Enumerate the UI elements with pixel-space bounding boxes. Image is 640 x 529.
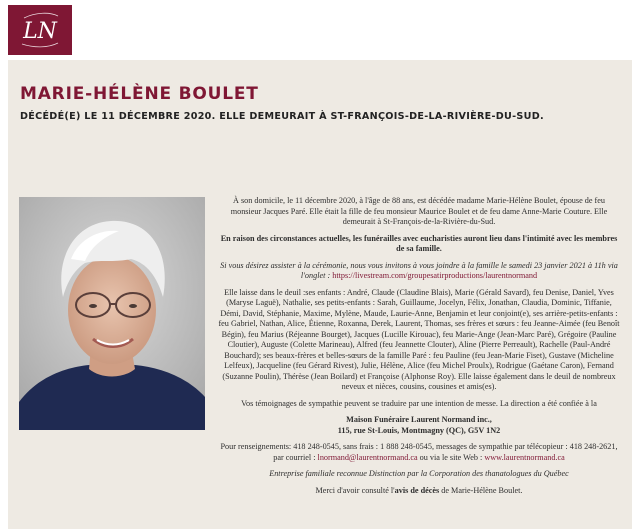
obituary-text (217, 196, 621, 502)
obituary-panel (8, 60, 632, 529)
ceremony-invite-text: Si vous désirez assister à la cérémonie, nous vous invitons à vous joindre à la famille le samedi 23 janvier 2021 à 11h via l'onglet : (220, 260, 618, 280)
livestream-link[interactable]: https://livestream.com/groupesatirproductions/laurentnormand (332, 271, 538, 280)
thanks-prefix: Merci d'avoir consulté l' (315, 485, 395, 495)
logo-initials: LN (23, 19, 57, 44)
website-link[interactable]: www.laurentnormand.ca (484, 452, 565, 462)
funeral-home-block (217, 415, 621, 436)
intro-paragraph: À son domicile, le 11 décembre 2020, à l'âge de 88 ans, est décédée madame Marie-Hélène Boulet, épouse de feu monsieur Jacques Paré. Elle était la fille de feu monsieur Maurice Boulet et de feu dame Anne-Marie Couture. Elle demeurait à St-François-de-la-Rivière-du-Sud. (230, 196, 608, 226)
funeral-home-address: 115, rue St-Louis, Montmagny (QC), G5V 1N2 (337, 425, 501, 435)
sympathy-paragraph: Vos témoignages de sympathie peuvent se traduire par une intention de messe. La direction a été confiée à la (241, 398, 597, 408)
death-summary: DÉCÉDÉ(E) LE 11 DÉCEMBRE 2020. ELLE DEMEURAIT À ST-FRANÇOIS-DE-LA-RIVIÈRE-DU-SUD. (20, 111, 544, 122)
ceremony-invite (217, 261, 621, 282)
top-bar (0, 0, 640, 60)
thanks-suffix: de Marie-Hélène Boulet. (439, 485, 523, 495)
thanks-bold: avis de décès (394, 485, 440, 495)
ln-monogram-icon (16, 10, 64, 50)
deceased-name: MARIE-HÉLÈNE BOULET (20, 84, 259, 104)
contact-paragraph (217, 442, 621, 463)
site-logo-link[interactable] (8, 5, 72, 55)
covid-notice: En raison des circonstances actuelles, les funérailles avec eucharisties auront lieu dans l'intimité avec les membres de sa famille. (220, 233, 618, 253)
funeral-home-name: Maison Funéraire Laurent Normand inc., (346, 415, 492, 424)
email-link[interactable]: lnormand@laurentnormand.ca (317, 452, 418, 462)
contact-mid-text: ou via le site Web : (417, 452, 485, 462)
portrait-illustration (19, 197, 205, 430)
certification-note: Entreprise familiale reconnue Distinction par la Corporation des thanatologues du Québec (269, 469, 569, 478)
contact-text: Pour renseignements: 418 248-0545, sans frais : 1 888 248-0545, messages de sympathie par télécopieur : 418 248-2621, par courriel : (220, 442, 618, 462)
thanks-paragraph (217, 486, 621, 497)
survivors-paragraph: Elle laisse dans le deuil :ses enfants : André, Claude (Claudine Blais), Marie (Gérald Savard), feu Denise, Daniel, Yves (Maryse Laguë), Nathalie, ses petits-enfants : Sarah, Guillaume, Jocelyn, Félix, Jonathan, Claudia, Dominic, Tiffanie, Démi, David, Stéphanie, Maxime, Mylène, Maude, Laurie-Anne, Benjamin et leur conjoint(e), ses arrière-petits-enfants : feu Gabriel, Nathan, Alice, Étienne, Roxanna, Derek, Laurent, Thomas, ses frères et sœurs : feu Jeanne-Aimée (feu Benoît Bégin), feu Marius (Réjeanne Bourget), Jacques (Lucille Kirouac), feu Marie-Ange (Jean-Marc Paré), Grégoire (Pauline Cloutier), Auguste (Colette Marineau), Alfred (feu Jeannette Clouter), Aline (Pierre Perreault), Rachelle (Paul-André Bouchard); ses beaux-frères et belles-sœurs de la famille Paré : feu Pauline (feu Jean-Marie Fiset), Gustave (Micheline Lelfeux), Jacqueline (feu Gérard Rivest), Julie, Hélène, Alice (feu Michel Proulx), Rodrigue (Gaétane Caron), Fernand (Suzanne Poulin), Thérèse (Jean Boilard) et Françoise (Alphonse Roy). Elle laisse également dans le deuil de nombreux neveux et nièces, cousins, cousines et amis(es). (218, 287, 620, 391)
portrait-photo (19, 197, 205, 430)
